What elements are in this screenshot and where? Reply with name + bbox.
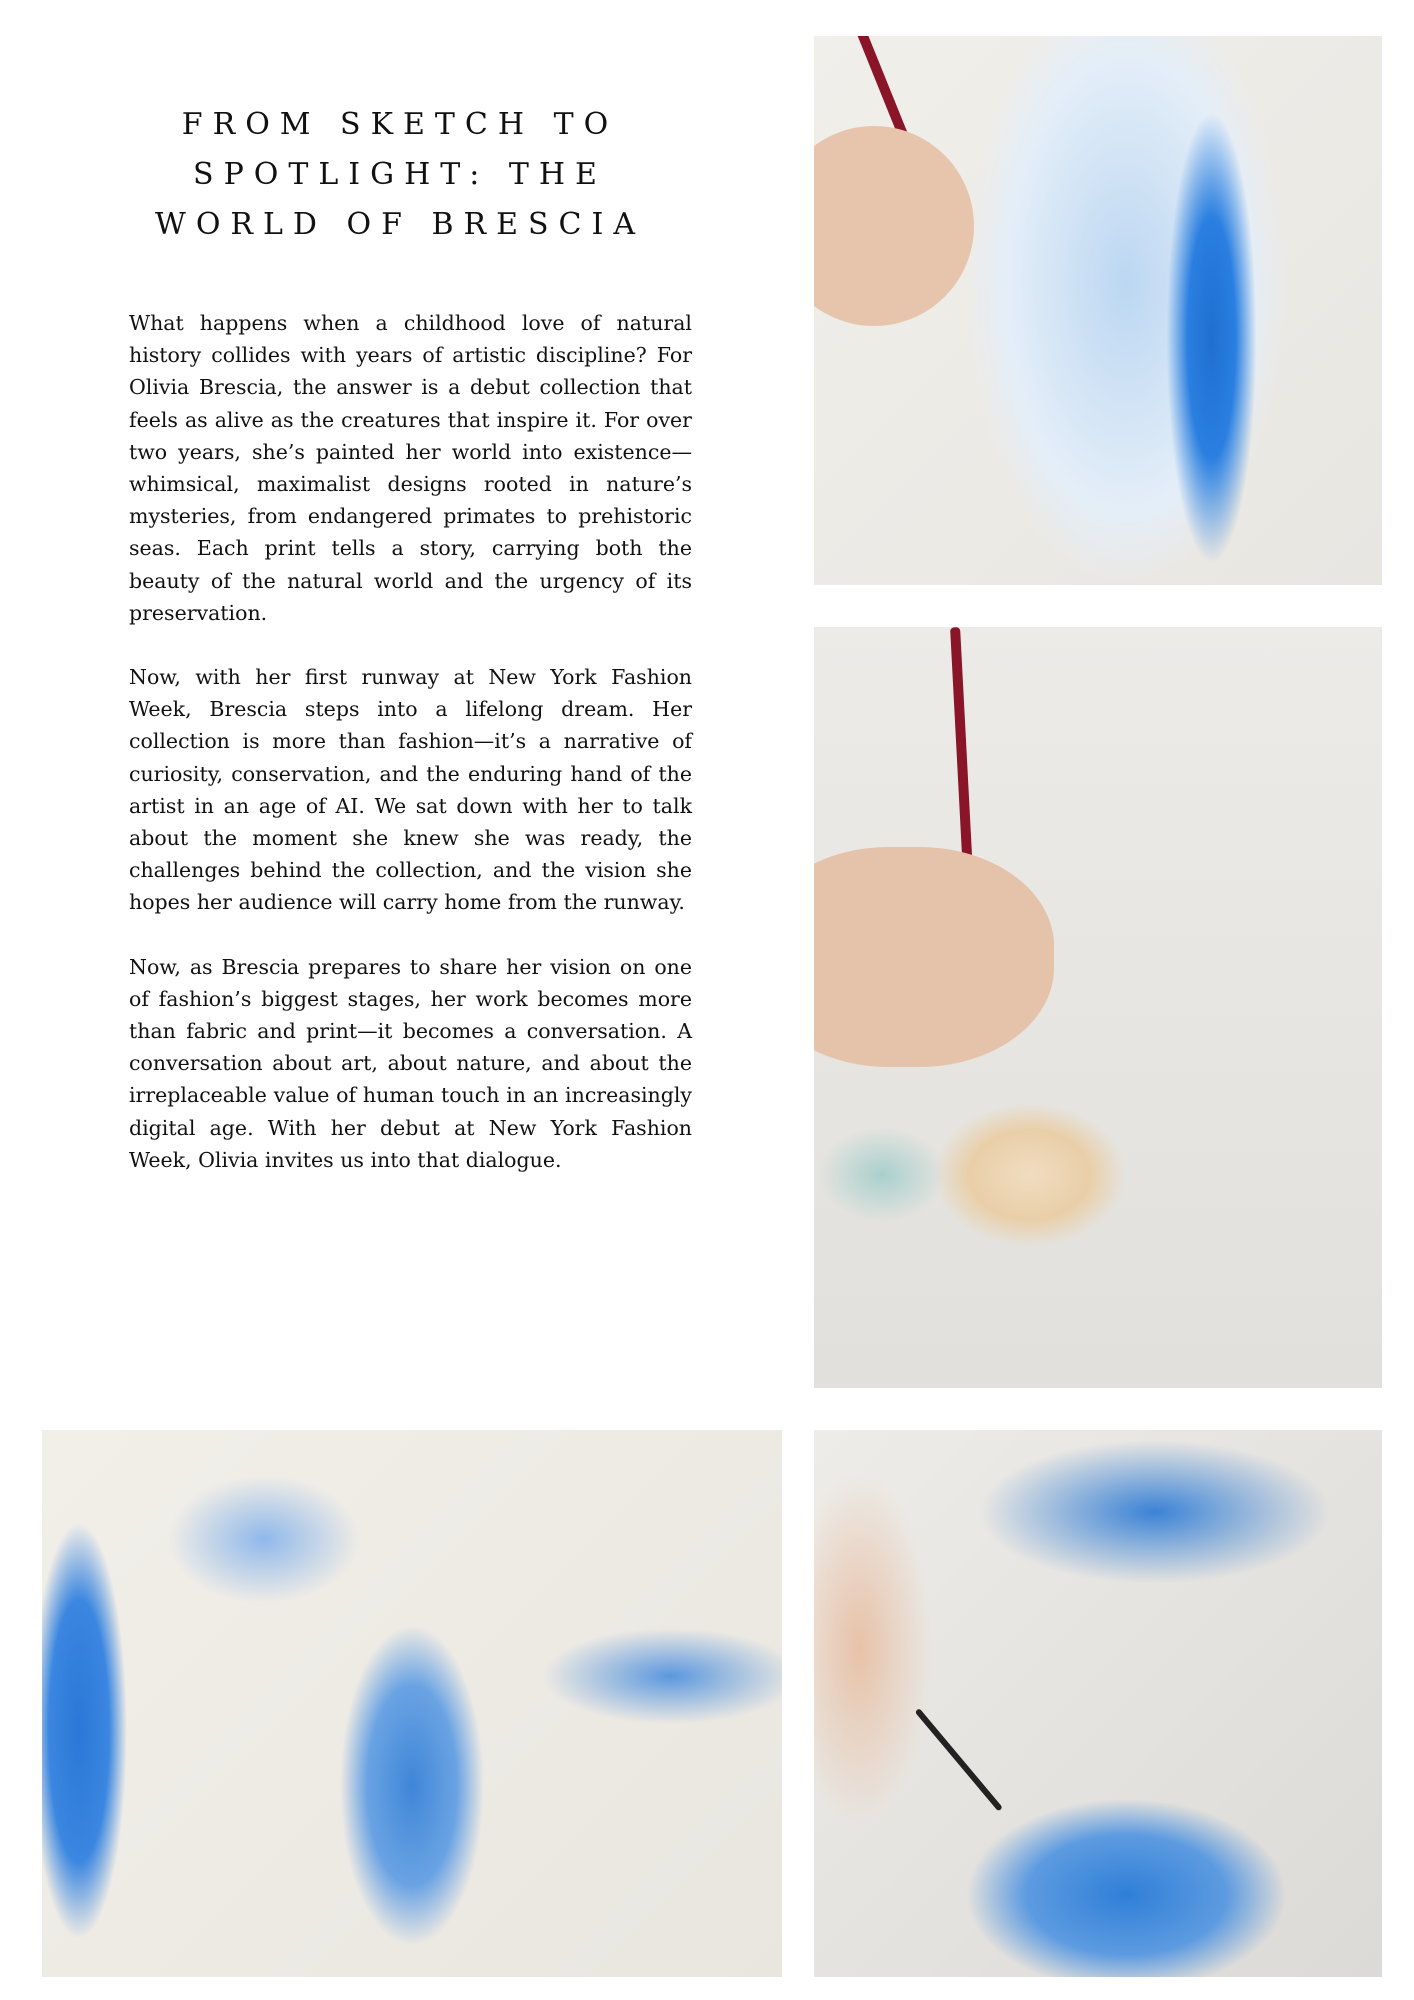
paragraph: What happens when a childhood love of natural history collides with years of artistic discipline? For Olivia Brescia, the answer is a debut collection that feels as alive as the creatures that inspire it. For over two years, she’s painted her world into existence—whimsical, maximalist designs rooted in nature’s mysteries, from endangered primates to prehistoric seas. Each print tells a story, carrying both the beauty of the natural world and the urgency of its preservation. [129,311,692,625]
article-body [129,307,692,1208]
title-line: WORLD OF BRESCIA [154,207,646,242]
title-line: FROM SKETCH TO [181,107,619,142]
photo-painting-blue-fish-with-brush [814,36,1382,585]
photo-painting-octopus-sketch [814,627,1382,1388]
paragraph: Now, with her first runway at New York Fashion Week, Brescia steps into a lifelong dream. Her collection is more than fashion—it’s a narrative of curiosity, conservation, and the enduring hand of the artist in an age of AI. We sat down with her to talk about the moment she knew she was ready, the challenges behind the collection, and the vision she hopes her audience will carry home from the runway. [129,665,692,915]
photo-painting-blue-eel-detail [814,1430,1382,1977]
paragraph: Now, as Brescia prepares to share her vision on one of fashion’s biggest stages, her work becomes more than fabric and print—it becomes a conversation. A conversation about art, about nature, and about the irreplaceable value of human touch in an increasingly digital age. With her debut at New York Fashion Week, Olivia invites us into that dialogue. [129,954,692,1172]
article-title [100,100,700,250]
title-line: SPOTLIGHT: THE [193,157,607,192]
photo-blue-sea-creatures-pattern [42,1430,782,1977]
